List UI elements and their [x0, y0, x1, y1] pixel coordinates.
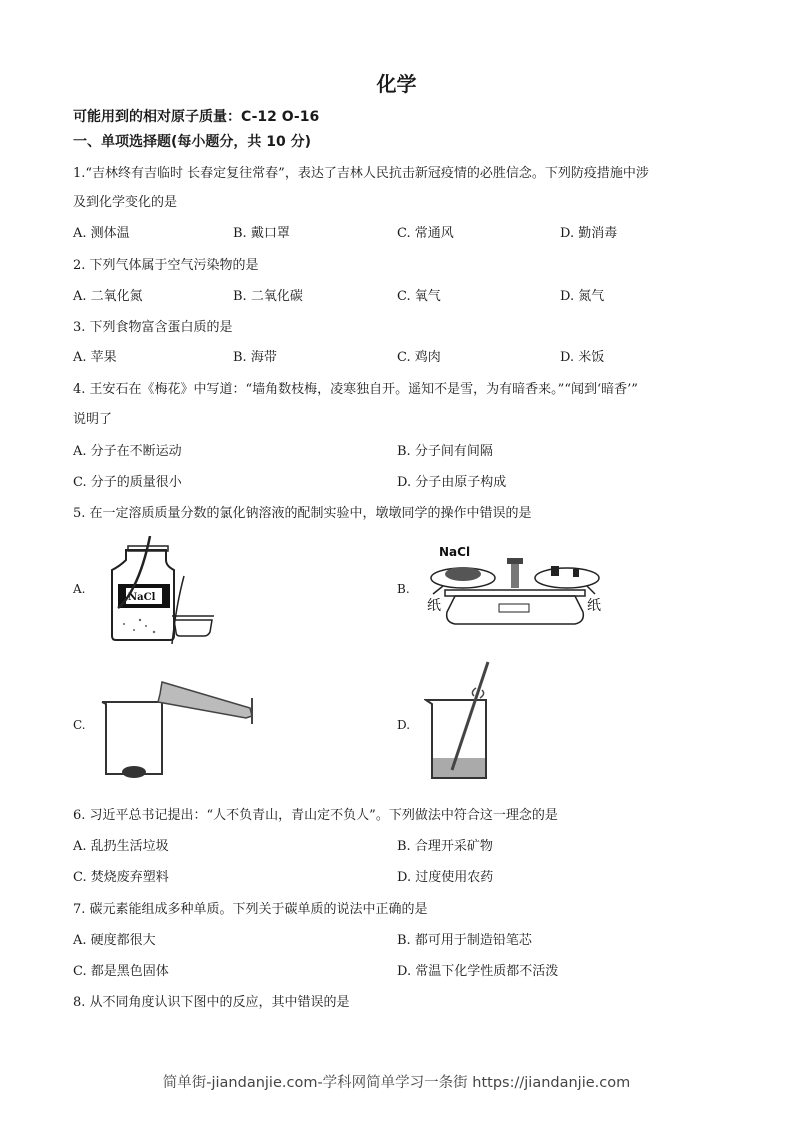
figure-balance — [425, 542, 610, 632]
question-1-stem-line2: 及到化学变化的是 — [73, 195, 178, 210]
question-6-option-b: B. 合理开采矿物 — [397, 839, 493, 854]
question-3-option-b: B. 海带 — [233, 350, 277, 365]
question-1-option-d: D. 勤消毒 — [560, 226, 618, 241]
question-7-option-d: D. 常温下化学性质都不活泼 — [397, 964, 559, 979]
question-3-option-a: A. 苹果 — [73, 350, 117, 365]
question-7-option-c: C. 都是黑色固体 — [73, 964, 169, 979]
figure-a-nacl-label: NaCl — [128, 592, 156, 603]
question-1-stem-line1: 1.“吉林终有吉临时 长春定复往常春”，表达了吉林人民抗击新冠疫情的必胜信念。下列防疫措施中涉 — [73, 166, 649, 181]
question-7-stem: 7. 碳元素能组成多种单质。下列关于碳单质的说法中正确的是 — [73, 902, 428, 917]
question-3-option-c: C. 鸡肉 — [397, 350, 441, 365]
question-6-option-c: C. 焚烧废弃塑料 — [73, 870, 169, 885]
page-title: 化学 — [376, 72, 417, 96]
question-2-option-b: B. 二氧化碳 — [233, 289, 303, 304]
footer-watermark: 简单街-jiandanjie.com-学科网简单学习一条街 https://jiandanjie.com — [162, 1075, 631, 1091]
question-5-option-d-label: D. — [397, 718, 411, 732]
question-2-option-d: D. 氮气 — [560, 289, 605, 304]
svg-text:纸: 纸 — [427, 598, 441, 614]
section-heading: 一、单项选择题(每小题分，共 10 分) — [73, 134, 312, 150]
question-4-stem-line1: 4. 王安石在《梅花》中写道：“墙角数枝梅，凌寒独自开。遥知不是雪，为有暗香来。”“闻到‘暗香’” — [73, 382, 638, 397]
question-6-option-a: A. 乱扔生活垃圾 — [73, 839, 169, 854]
question-1-option-b: B. 戴口罩 — [233, 226, 290, 241]
question-3-stem: 3. 下列食物富含蛋白质的是 — [73, 320, 233, 335]
question-4-option-d: D. 分子由原子构成 — [397, 475, 507, 490]
question-3-option-d: D. 米饭 — [560, 350, 605, 365]
svg-text:NaCl: NaCl — [439, 545, 471, 559]
question-5-stem: 5. 在一定溶质质量分数的氯化钠溶液的配制实验中，墩墩同学的操作中错误的是 — [73, 506, 532, 521]
question-7-option-a: A. 硬度都很大 — [73, 933, 156, 948]
question-5-option-c-label: C. — [73, 718, 86, 732]
question-2-option-c: C. 氧气 — [397, 289, 441, 304]
question-7-option-b: B. 都可用于制造铅笔芯 — [397, 933, 532, 948]
question-4-option-c: C. 分子的质量很小 — [73, 475, 182, 490]
question-4-option-a: A. 分子在不断运动 — [73, 444, 182, 459]
question-4-stem-line2: 说明了 — [73, 412, 113, 427]
question-4-option-b: B. 分子间有间隔 — [397, 444, 493, 459]
figure-stirring — [424, 660, 499, 782]
question-5-option-b-label: B. — [397, 582, 410, 596]
question-8-stem: 8. 从不同角度认识下图中的反应，其中错误的是 — [73, 995, 350, 1010]
question-1-option-a: A. 测体温 — [73, 226, 130, 241]
question-6-option-d: D. 过度使用农药 — [397, 870, 494, 885]
figure-pouring — [100, 676, 260, 781]
question-1-option-c: C. 常通风 — [397, 226, 454, 241]
figure-nacl-bottle — [104, 536, 214, 646]
atomic-mass-line: 可能用到的相对原子质量：C-12 O-16 — [73, 109, 320, 125]
question-2-option-a: A. 二氧化氮 — [73, 289, 143, 304]
svg-text:纸: 纸 — [587, 598, 601, 614]
question-2-stem: 2. 下列气体属于空气污染物的是 — [73, 258, 259, 273]
question-5-option-a-label: A. — [73, 582, 86, 596]
question-6-stem: 6. 习近平总书记提出：“人不负青山，青山定不负人”。下列做法中符合这一理念的是 — [73, 808, 558, 823]
